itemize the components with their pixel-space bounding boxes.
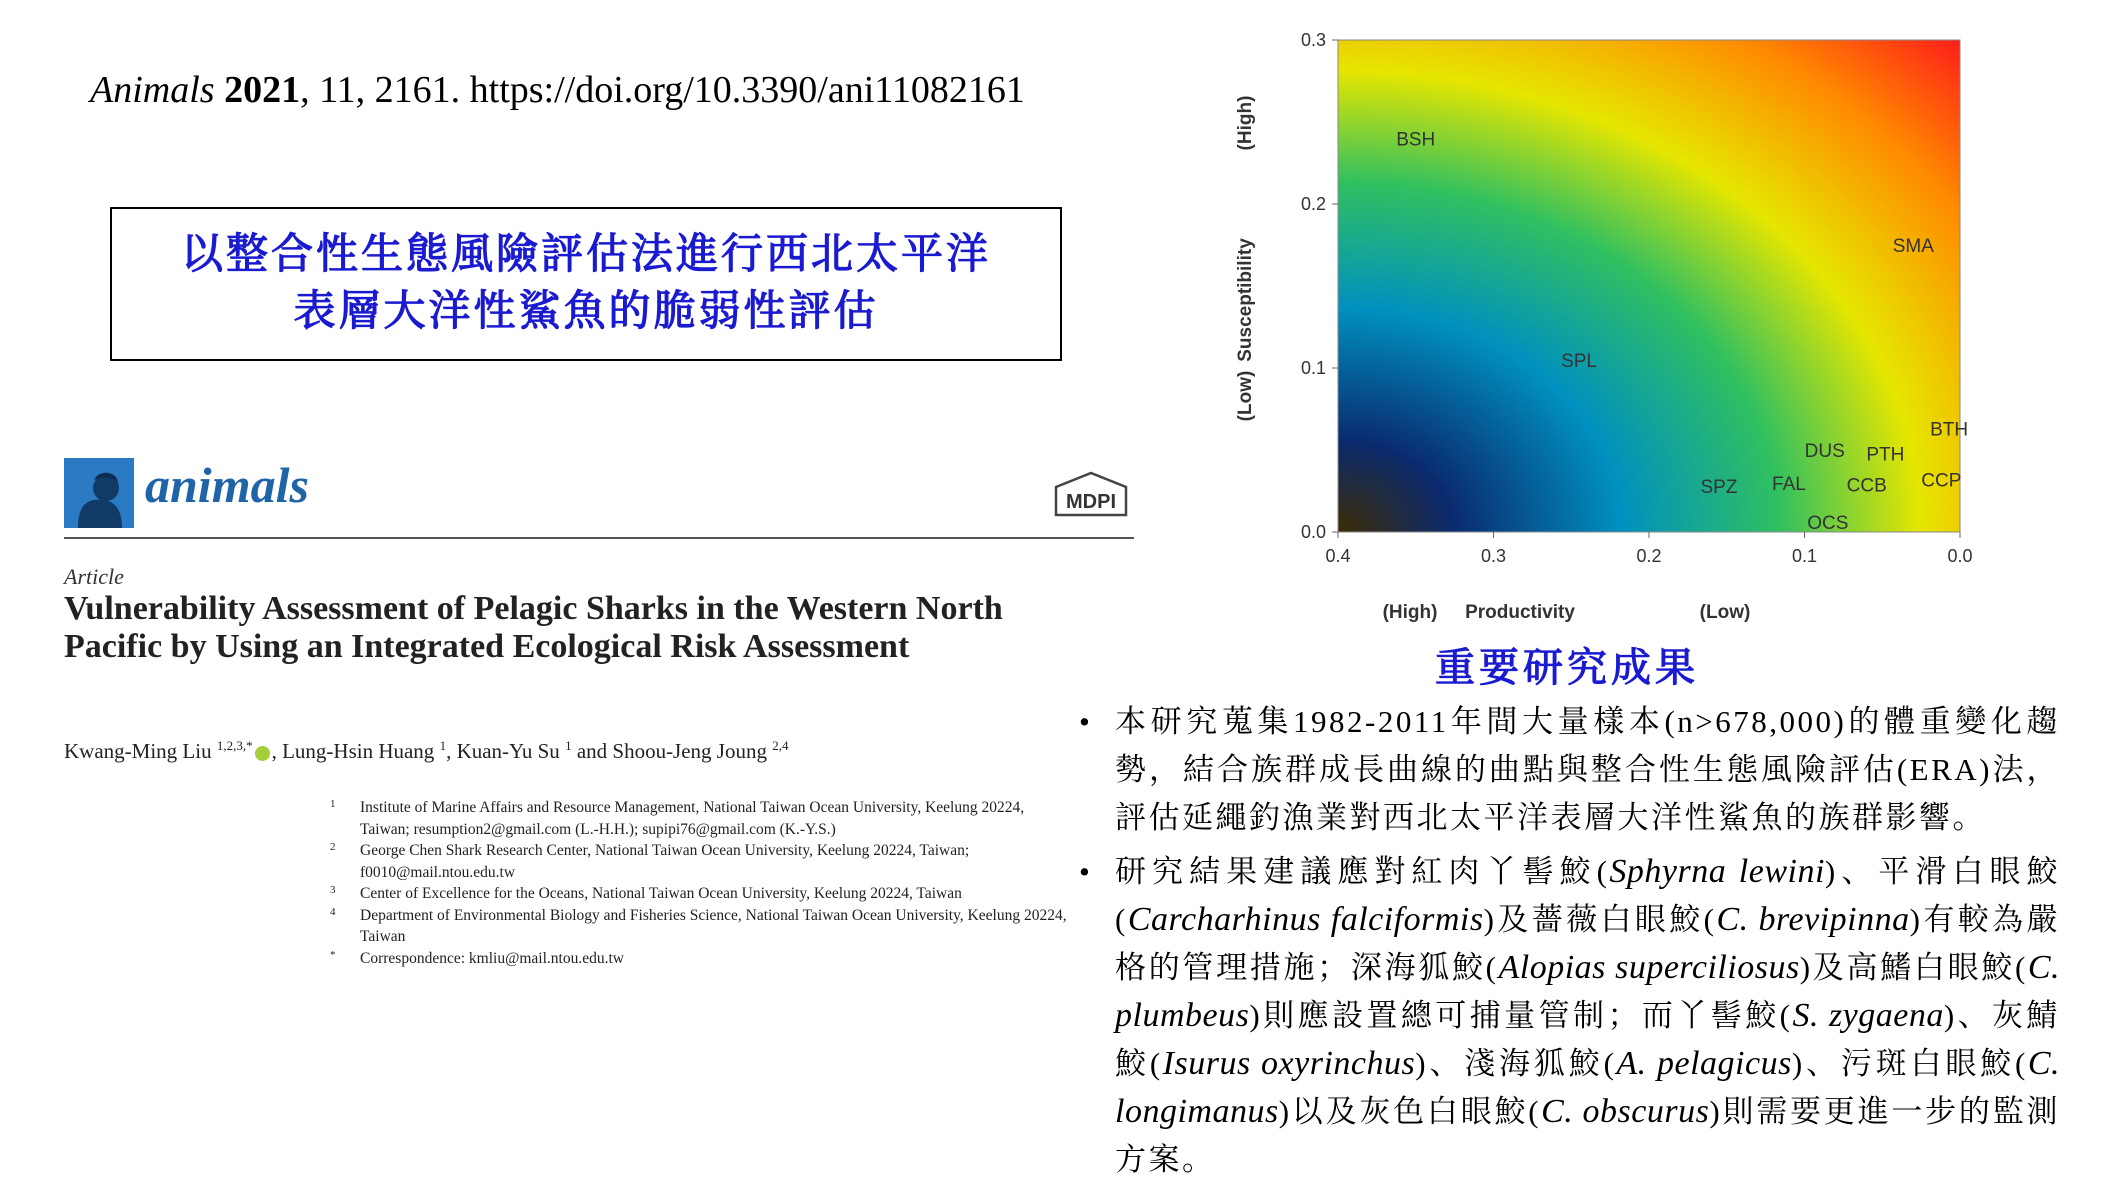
author-2: , Lung-Hsin Huang (271, 739, 435, 763)
x-axis-label: Productivity (1465, 602, 1575, 623)
author-1-affil: 1,2,3,* (216, 738, 253, 753)
authors-line (64, 738, 788, 764)
x-axis-high-label: (High) (1382, 602, 1438, 623)
author-3-affil: 1 (565, 738, 572, 753)
author-2-affil: 1 (439, 738, 447, 753)
article-type: Article (64, 564, 124, 589)
y-tick-label: 0.2 (1300, 194, 1326, 214)
journal-logo-text: animals (145, 457, 309, 513)
author-4-affil: 2,4 (772, 738, 789, 753)
mdpi-logo (1050, 471, 1132, 517)
publisher-label: MDPI (1066, 491, 1116, 513)
x-tick-label: 0.0 (1947, 546, 1973, 566)
affiliation-item: 3 Center of Excellence for the Oceans, National Taiwan Ocean University, Keelung 20224, Taiwan (330, 884, 962, 902)
x-tick-label: 0.1 (1791, 546, 1818, 566)
species-point-label: SPZ (1700, 477, 1738, 499)
y-tick-label: 0.0 (1300, 522, 1326, 542)
citation-line (90, 68, 1025, 112)
chinese-title-line-2: 表層大洋性鯊魚的脆弱性評估 (293, 289, 879, 335)
orcid-icon[interactable] (255, 746, 270, 761)
animals-logo-icon (64, 458, 134, 528)
y-axis-label: Susceptibility (1235, 238, 1256, 362)
species-point-label: SPL (1561, 350, 1597, 372)
result-bullet-1: • 本研究蒐集1982-2011年間大量樣本(n>678,000)的體重變化趨勢，結合族群成長曲線的曲點與整合性生態風險評估(ERA)法，評估延繩釣漁業對西北太平洋表層大洋性鯊魚的族群影響。 (1075, 698, 2060, 842)
affiliation-item: 4 Department of Environmental Biology and Fisheries Science, National Taiwan Ocean University, Keelung 20224, Taiwan (330, 905, 1067, 945)
affiliation-item: 1 Institute of Marine Affairs and Resource Management, National Taiwan Ocean University, Keelung 20224, Taiwan; resumption2@gmail.com (L.-H.H.); supipi76@gmail.com (K.-Y.S.) (330, 798, 1025, 838)
y-axis-high-label: (High) (1235, 95, 1256, 151)
y-tick-label: 0.3 (1300, 30, 1326, 50)
species-point-label: CCP (1921, 470, 1962, 492)
species-point-label: FAL (1772, 473, 1806, 495)
results-list (1075, 698, 2060, 1190)
x-tick-label: 0.2 (1636, 546, 1662, 566)
citation-journal: Animals (90, 69, 215, 111)
affiliations-list (330, 797, 1070, 969)
author-4: and Shoou-Jeng Joung (571, 739, 767, 763)
species-point-label: CCB (1846, 475, 1887, 497)
results-heading: 重要研究成果 (1435, 645, 1699, 690)
y-axis-low-label: (Low) (1235, 370, 1256, 422)
chinese-title-line-1: 以整合性生態風險評估法進行西北太平洋 (180, 232, 991, 278)
x-tick-label: 0.3 (1480, 546, 1507, 566)
citation-year: 2021 (224, 69, 301, 111)
affiliation-item: 2 George Chen Shark Research Center, National Taiwan Ocean University, Keelung 20224, Taiwan; f0010@mail.ntou.edu.tw (330, 841, 970, 881)
citation-details: , 11, 2161. https://doi.org/10.3390/ani11082161 (300, 69, 1025, 111)
paper-title: Vulnerability Assessment of Pelagic Sharks in the Western North Pacific by Using an Integrated Ecological Risk Assessment (64, 590, 1003, 665)
risk-plot (1220, 28, 2000, 640)
author-1: Kwang-Ming Liu (64, 739, 212, 763)
y-tick-label: 0.1 (1300, 358, 1326, 378)
species-point-label: BSH (1396, 129, 1436, 151)
affiliation-item: * Correspondence: kmliu@mail.ntou.edu.tw (330, 948, 624, 967)
header-rule (64, 537, 1134, 539)
species-point-label: DUS (1804, 441, 1845, 462)
species-point-label: SMA (1892, 236, 1934, 257)
result-bullet-2: • 研究結果建議應對紅肉丫髻鮫(Sphyrna lewini)、平滑白眼鮫(Carcharhinus falciformis)及薔薇白眼鮫(C. brevipinna)有較為嚴格的管理措施；深海狐鮫(Alopias superciliosus)及高鰭白眼鮫(C. plumbeus)則應設置總可捕量管制；而丫髻鮫(S. zygaena)、灰鯖鮫(Isurus oxyrinchus)、淺海狐鮫(A. pelagicus)、污斑白眼鮫(C. longimanus)以及灰色白眼鮫(C. obscurus)則需要更進一步的監測方案。 (1075, 848, 2060, 1184)
species-point-label: PTH (1866, 444, 1905, 466)
x-tick-label: 0.4 (1325, 546, 1351, 566)
species-point-label: BTH (1930, 419, 1969, 441)
species-point-label: OCS (1807, 513, 1849, 535)
x-axis-low-label: (Low) (1699, 602, 1751, 623)
chinese-title-box (110, 207, 1062, 361)
author-3: , Kuan-Yu Su (446, 739, 560, 763)
